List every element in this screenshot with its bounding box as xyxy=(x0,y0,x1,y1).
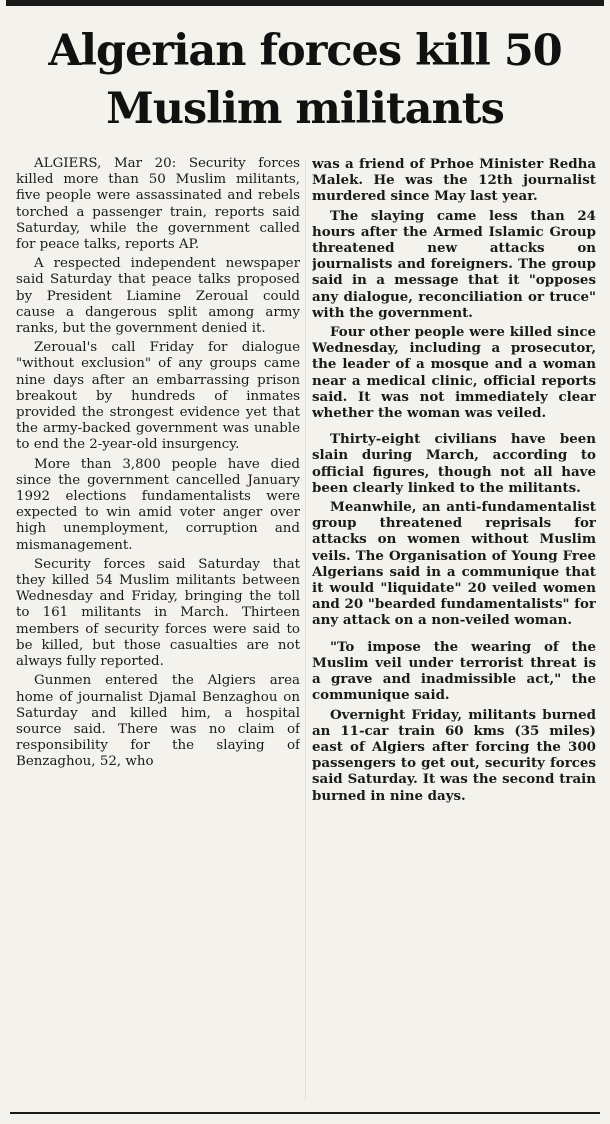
paragraph: Overnight Friday, militants burned an 11-car train 60 kms (35 miles) east of Algiers after forcing the 300 passengers to get out, security forces said Saturday. It was the second train burned in nine days. xyxy=(312,706,596,804)
paragraph: Security forces said Saturday that they killed 54 Muslim militants between Wednesday and Friday, bringing the toll to 161 militants in March. Thirteen members of security forces were said to be killed, but those casualties are not always fully reported. xyxy=(16,556,300,670)
headline: Algerian forces kill 50 Muslim militants xyxy=(48,26,562,134)
paragraph: The slaying came less than 24 hours after the Armed Islamic Group threatened new attacks on journalists and foreigners. The group said in a message that it "opposes any dialogue, reconciliation or truce" with the government. xyxy=(312,207,596,321)
paragraph: was a friend of Prhoe Minister Redha Malek. He was the 12th journalist murdered since May last year. xyxy=(312,156,596,205)
top-rule xyxy=(6,0,604,6)
paragraph: ALGIERS, Mar 20: Security forces killed more than 50 Muslim militants, five people were assassinated and rebels torched a passenger train, reports said Saturday, while the government called for peace talks, reports AP. xyxy=(16,156,300,253)
left-column xyxy=(16,156,300,1104)
paragraph: Zeroual's call Friday for dialogue "without exclusion" of any groups came nine days after an embarrassing prison breakout by hundreds of inmates provided the strongest evidence yet that the army-backed government was unable to end the 2-year-old insurgency. xyxy=(16,340,300,453)
paragraph: More than 3,800 people have died since the government cancelled January 1992 elections fundamentalists were expected to win amid voter anger over high unemployment, corruption and mismanagement. xyxy=(16,456,300,553)
paragraph: Meanwhile, an anti-fundamentalist group threatened reprisals for attacks on women without Muslim veils. The Organisation of Young Free Algerians said in a communique that it would "liquidate" 20 veiled women and 20 "bearded fundamentalists" for any attack on a non-veiled woman. xyxy=(312,499,596,629)
paragraph: A respected independent newspaper said Saturday that peace talks proposed by President Liamine Zeroual could cause a dangerous split among army ranks, but the government denied it. xyxy=(16,256,300,337)
article-body xyxy=(16,156,596,1104)
paragraph: Four other people were killed since Wednesday, including a prosecutor, the leader of a mosque and a woman near a medical clinic, official reports said. It was not immediately clear whether the woman was veiled. xyxy=(312,324,596,422)
paragraph: Thirty-eight civilians have been slain during March, according to official figures, though not all have been clearly linked to the militants. xyxy=(312,431,596,496)
paragraph: Gunmen entered the Algiers area home of journalist Djamal Benzaghou on Saturday and killed him, a hospital source said. There was no claim of responsibility for the slaying of Benzaghou, 52, who xyxy=(16,673,300,770)
paragraph: "To impose the wearing of the Muslim veil under terrorist threat is a grave and inadmissible act," the communique said. xyxy=(312,638,596,704)
right-column xyxy=(312,156,596,1104)
bottom-rule xyxy=(10,1112,600,1114)
